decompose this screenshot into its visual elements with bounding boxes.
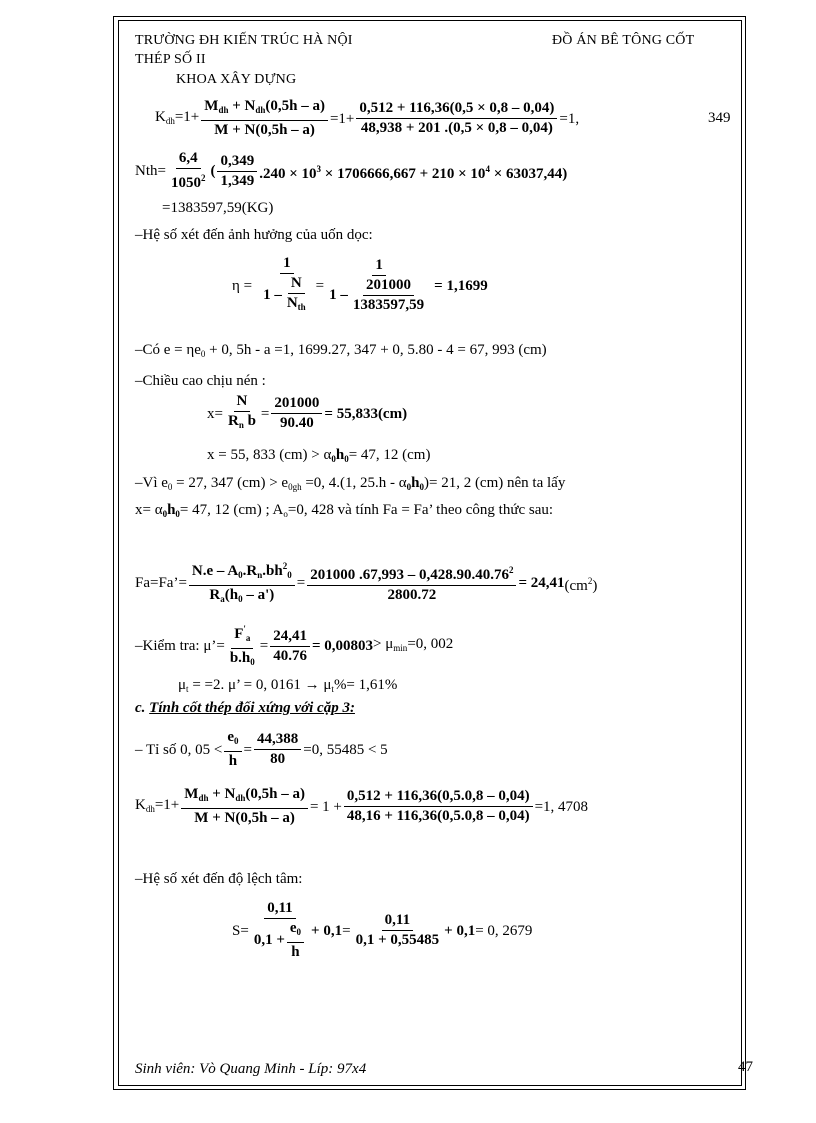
header-project-cont: THÉP SỐ II [135,52,206,67]
equation-x: x= $\frac{N}{R_n b}$ = $\frac{201000}{90.40}$ = 55,833(cm) [207,393,408,431]
line-x3: $x= \alpha_0h_0= 47$, 12 (cm) ; $A_o=0$, 428 và tính Fa = Fa’ theo công thức sau: [135,502,554,519]
page-number: 47 [738,1059,753,1075]
line-e: –Có $e = \eta e_0 + 0$, 5h - a =1, 1699.27, 347 + 0, 5.80 - 4 = 67, 993 (cm) [135,342,547,359]
line-x2: x = 55, 833 $(cm) > \alpha_0h_0= 47$, 12 (cm) [207,447,431,464]
equation-kdh-1: $K_{dh}=1+$ $\frac{M_{dh} + N_{dh}(0,5h - a)}{M + N(0,5h - a)}$ =1+ $\frac{0,512 + 116,36(0,5 \times 0,8 - 0,04)}{48,938 + 201 .(0,5 \times 0,8 - 0,04)}$ =1, [155,98,580,138]
equation-kdh-1-result-cont: 349 [708,110,731,126]
footer-student: Sinh viên: Vò Quang Minh - Líp: 97x4 [135,1061,367,1077]
equation-eta: η = 1 1 – $\frac{N}{N_{th}}$ = 1 1 – $\frac{201000}{1383597,59}$ = 1,1699 [232,255,488,313]
s-title: –Hệ số xét đến độ lệch tâm: [135,871,303,887]
equation-ti-so: – Tỉ số 0, 05 < $\frac{e_0}{h}$ = $\frac{44,388}{80}$ =0, 55485 < 5 [135,729,388,769]
x-title: –Chiều cao chịu nén : [135,373,266,389]
equation-nth: Nth= $\frac{6,4}{1050^2}$ ( $\frac{0,349}{1,349}$ $.240 \times 10^3 \times 1706666,667 + 210 \times 10^4 \times 63037,44$) [135,150,568,191]
header-project: ĐỒ ÁN BÊ TÔNG CỐT [552,33,695,48]
heading-section-c: c. Tính cốt thép đối xứng với cặp 3: [135,700,355,716]
header-school: TRƯỜNG ĐH KIẾN TRÚC HÀ NỘI [135,33,353,48]
eta-title: –Hệ số xét đến ảnh hưởng của uốn dọc: [135,227,373,243]
line-vi: –Vì $e_0 = 27$, 347 $(cm) > e_{0gh} =0$, 4.(1, $25.h - \alpha_0h_0)= 21$, 2 (cm) nên ta lấy [135,475,566,492]
nth-result: =1383597,59(KG) [162,200,274,216]
equation-s: S= 0,11 0,1 + $\frac{e_0}{h}$ + 0,1 = $\frac{0,11}{0,1 + 0,55485}$ + 0,1 = 0, 2679 [232,900,533,960]
header-faculty: KHOA XÂY DỰNG [176,72,297,87]
equation-kiem-tra: –Kiểm tra: μ’= $\frac{F'_a}{b.h_0}$ = $\frac{24,41}{40.76}$ = 0,00803 > $\mu_{min}=0$, 002 [135,621,453,671]
line-mu: $\mu_t = =2$. μ’ = 0, $0161 \to \mu_t\%= 1,61\%$ [178,677,398,694]
equation-kdh-2: $K_{dh}=1+$ $\frac{M_{dh} + N_{dh}(0,5h - a)}{M + N(0,5h - a)}$ = 1 + $\frac{0,512 + 116,36(0,5.0,8 - 0,04)}{48,16 + 116,36(0,5.0,8 - 0,04)}$ =1, 4708 [135,786,589,826]
equation-fa: Fa=Fa’= $\frac{N.e - A_0.R_n.bh^2_0}{R_a(h_0 - a')}$ = $\frac{201000 .67,993 - 0,428.90.40.76^2}{2800.72}$ = 24,41 $(cm^2)$ [135,558,597,608]
